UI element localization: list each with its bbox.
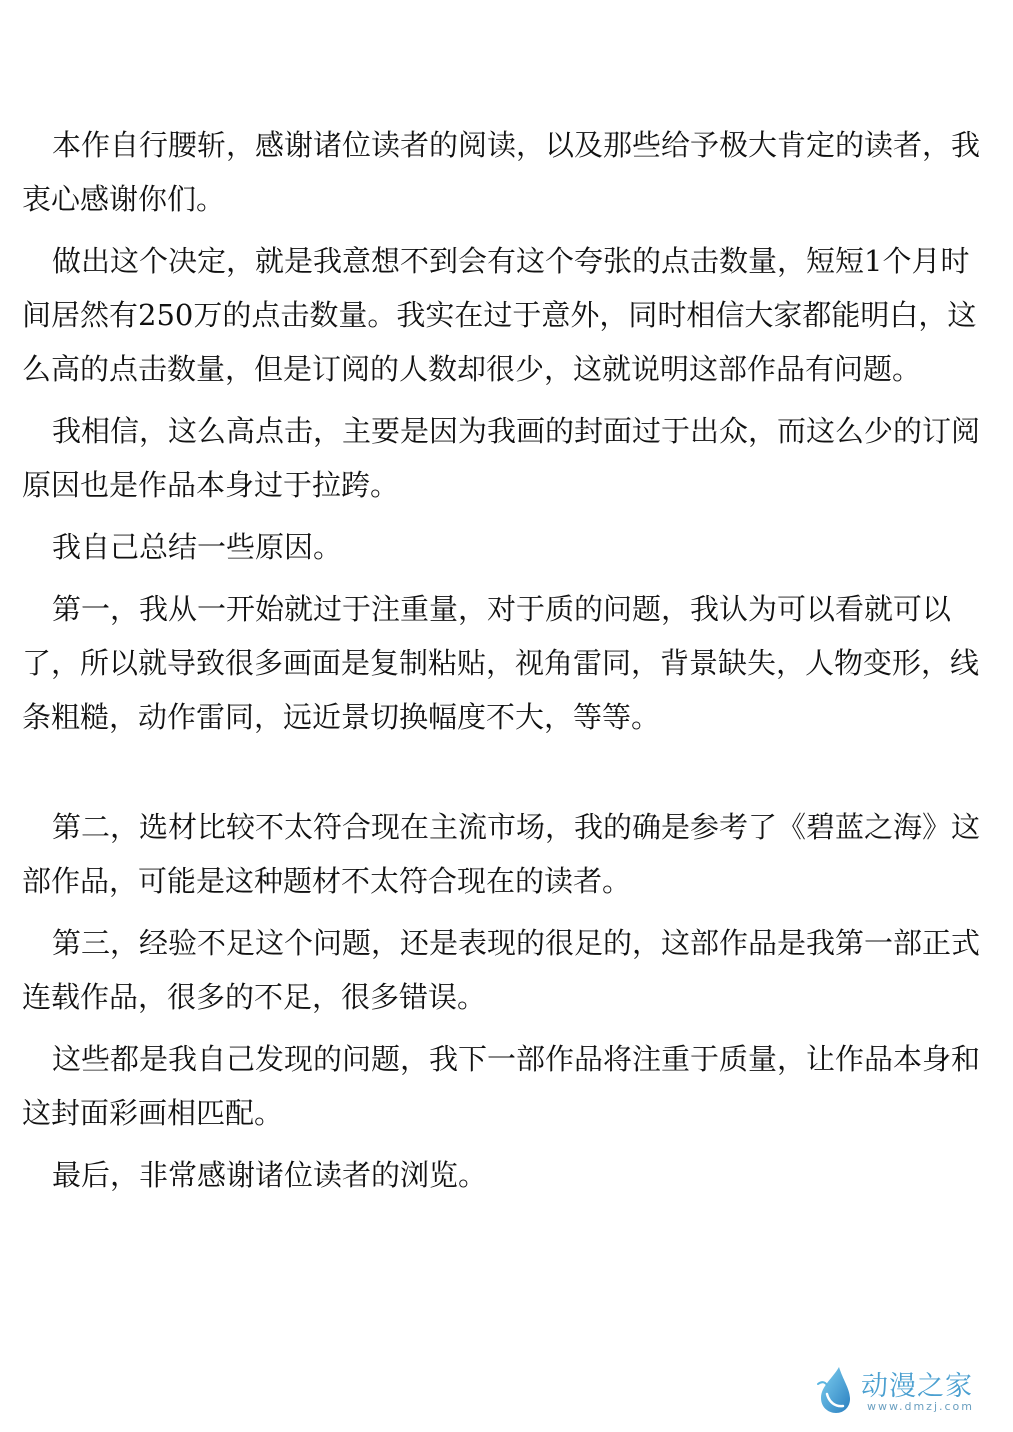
paragraph-8: 这些都是我自己发现的问题，我下一部作品将注重于质量，让作品本身和这封面彩画相匹配。 [22,1042,981,1130]
watermark-name: 动漫之家 [861,1371,973,1402]
watermark-url: www.dmzj.com [867,1400,974,1413]
paragraph-6: 第二，选材比较不太符合现在主流市场，我的确是参考了《碧蓝之海》这部作品，可能是这种题材不太符合现在的读者。 [22,810,981,898]
paragraph-1: 本作自行腰斩，感谢诸位读者的阅读，以及那些给予极大肯定的读者，我衷心感谢你们。 [22,128,981,216]
paragraph-4: 我自己总结一些原因。 [52,530,343,564]
paragraph-7: 第三，经验不足这个问题，还是表现的很足的，这部作品是我第一部正式连载作品，很多的不足，很多错误。 [22,926,981,1014]
water-drop-logo-icon [813,1364,857,1416]
paragraph-3: 我相信，这么高点击，主要是因为我画的封面过于出众，而这么少的订阅原因也是作品本身过于拉跨。 [22,414,981,502]
paragraph-5: 第一，我从一开始就过于注重量，对于质的问题，我认为可以看就可以了，所以就导致很多画面是复制粘贴，视角雷同，背景缺失，人物变形，线条粗糙，动作雷同，远近景切换幅度不大，等等。 [22,592,980,734]
site-watermark [813,1362,993,1420]
afterword-text [22,118,990,1210]
paragraph-9: 最后，非常感谢诸位读者的浏览。 [52,1158,488,1192]
paragraph-2: 做出这个决定，就是我意想不到会有这个夸张的点击数量，短短1个月时间居然有250万的点击数量。我实在过于意外，同时相信大家都能明白，这么高的点击数量，但是订阅的人数却很少，这就说明这部作品有问题。 [22,244,977,386]
